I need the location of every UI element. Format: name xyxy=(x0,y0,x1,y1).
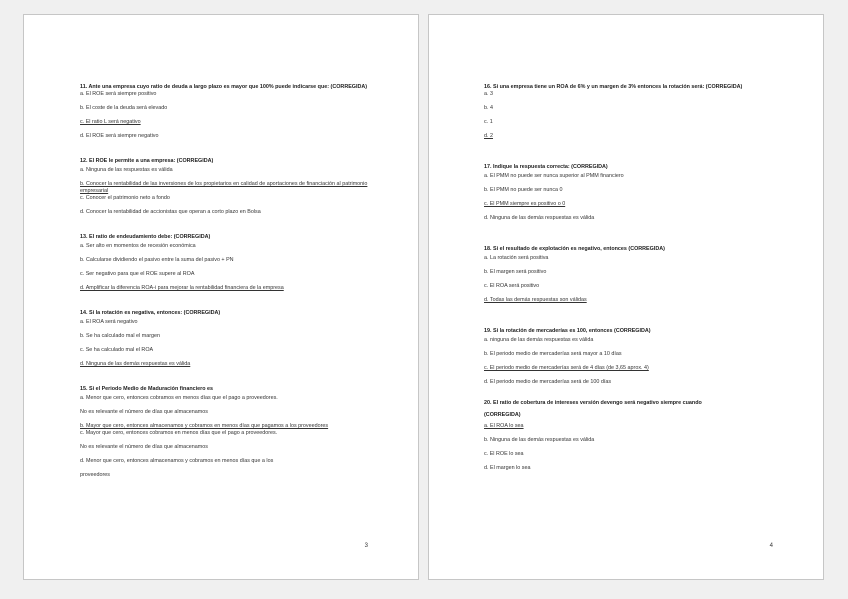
option-d-continued: proveedores xyxy=(80,472,110,478)
option-d-answer: d. 2 xyxy=(484,133,493,139)
question-title: 17. Indique la respuesta correcta: (CORREGIDA) xyxy=(484,164,608,170)
question-title: 15. Si el Periodo Medio de Maduración financiero es xyxy=(80,386,214,392)
option-b: b. Ninguna de las demás respuestas es válida xyxy=(484,437,595,443)
option-b-answer: b. Mayor que cero, entonces almacenamos y cobramos en menos días que pagamos a los proveedores xyxy=(80,423,329,429)
question-12 xyxy=(80,157,370,216)
question-title: 20. El ratio de cobertura de intereses versión devengo será negativo siempre cuando xyxy=(484,400,702,406)
document-page-4 xyxy=(428,14,824,580)
question-11 xyxy=(80,83,370,140)
option-c-answer: c. El periodo medio de mercaderías será de 4 días (de 3,65 aprox. 4) xyxy=(484,365,649,371)
option-c: c. El ROE lo sea xyxy=(484,451,524,457)
option-d-answer: d. Amplificar la diferencia ROA-i para mejorar la rentabilidad financiera de la empresa xyxy=(80,285,284,291)
question-title: 13. El ratio de endeudamiento debe: (CORREGIDA) xyxy=(80,234,211,240)
option-a: a. Ser alto en momentos de recesión económica xyxy=(80,243,196,249)
question-title-continued: (CORREGIDA) xyxy=(484,412,521,418)
question-18 xyxy=(484,245,774,304)
option-d-answer: d. Todas las demás respuestas son válidas xyxy=(484,297,587,303)
question-title: 12. El ROE le permite a una empresa: (CORREGIDA) xyxy=(80,158,214,164)
option-b: b. El coste de la deuda será elevado xyxy=(80,105,168,111)
option-c: c. Mayor que cero, entonces cobramos en menos días que el pago a proveedores. xyxy=(80,430,278,436)
option-a: a. 3 xyxy=(484,91,493,97)
question-13 xyxy=(80,233,370,292)
question-19 xyxy=(484,327,774,386)
question-20 xyxy=(484,399,774,472)
option-c-answer: c. El ratio L será negativo xyxy=(80,119,141,125)
question-title: 19. Si la rotación de mercaderías es 100, entonces (CORREGIDA) xyxy=(484,328,651,334)
option-a: a. La rotación será positiva xyxy=(484,255,549,261)
question-title: 11. Ante una empresa cuyo ratio de deuda a largo plazo es mayor que 100% puede indicarse que: (CORREGIDA) xyxy=(80,84,368,90)
option-d: d. El periodo medio de mercaderías será de 100 días xyxy=(484,379,612,385)
page-number: 4 xyxy=(769,543,773,549)
option-d: d. Menor que cero, entonces almacenamos y cobramos en menos días que a los xyxy=(80,458,274,464)
option-a: a. ninguna de las demás respuestas es válida xyxy=(484,337,594,343)
option-b: b. El margen será positivo xyxy=(484,269,547,275)
option-c: c. Se ha calculado mal el ROA xyxy=(80,347,154,353)
option-a: a. El PMM no puede ser nunca superior al PMM financiero xyxy=(484,173,624,179)
page-number: 3 xyxy=(364,543,368,549)
option-c-continued: No es relevante el número de días que almacenamos xyxy=(80,444,208,450)
option-d-answer: d. Ninguna de las demás respuestas es válida xyxy=(80,361,191,367)
option-c: c. Conocer el patrimonio neto a fondo xyxy=(80,195,170,201)
question-16 xyxy=(484,83,774,140)
document-page-3 xyxy=(23,14,419,580)
option-b-answer: b. Conocer la rentabilidad de las inversiones de los propietarios en calidad de aportaciones de financiación al patrimonio empresarial xyxy=(80,181,368,194)
option-a: a. El ROA será negativo xyxy=(80,319,138,325)
option-d: d. El margen lo sea xyxy=(484,465,531,471)
question-title: 14. Si la rotación es negativa, entonces: (CORREGIDA) xyxy=(80,310,221,316)
option-b: b. Se ha calculado mal el margen xyxy=(80,333,161,339)
option-a-answer: a. El ROA lo sea xyxy=(484,423,524,429)
option-d: d. El ROE será siempre negativo xyxy=(80,133,159,139)
option-b: b. El periodo medio de mercaderías será mayor a 10 días xyxy=(484,351,622,357)
question-15 xyxy=(80,385,370,479)
question-17 xyxy=(484,163,774,222)
option-b: b. 4 xyxy=(484,105,493,111)
option-d: d. Ninguna de las demás respuestas es válida xyxy=(484,215,595,221)
option-c-answer: c. El PMM siempre es positivo o 0 xyxy=(484,201,566,207)
question-title: 18. Si el resultado de explotación es negativo, entonces (CORREGIDA) xyxy=(484,246,665,252)
question-title: 16. Si una empresa tiene un ROA de 6% y un margen de 3% entonces la rotación será: (CORREGIDA) xyxy=(484,84,743,90)
option-a-continued: No es relevante el número de días que almacenamos xyxy=(80,409,208,415)
option-c: c. Ser negativo para que el ROE supere al ROA xyxy=(80,271,195,277)
option-b: b. Calcularse dividiendo el pasivo entre la suma del pasivo + PN xyxy=(80,257,234,263)
option-b: b. El PMM no puede ser nunca 0 xyxy=(484,187,563,193)
option-a: a. Menor que cero, entonces cobramos en menos días que el pago a proveedores. xyxy=(80,395,278,401)
option-c: c. El ROA será positivo xyxy=(484,283,540,289)
option-d: d. Conocer la rentabilidad de accionistas que operan a corto plazo en Bolsa xyxy=(80,209,261,215)
option-a: a. Ninguna de las respuestas es válida xyxy=(80,167,173,173)
question-14 xyxy=(80,309,370,368)
option-c: c. 1 xyxy=(484,119,493,125)
option-a: a. El ROE será siempre positivo xyxy=(80,91,157,97)
